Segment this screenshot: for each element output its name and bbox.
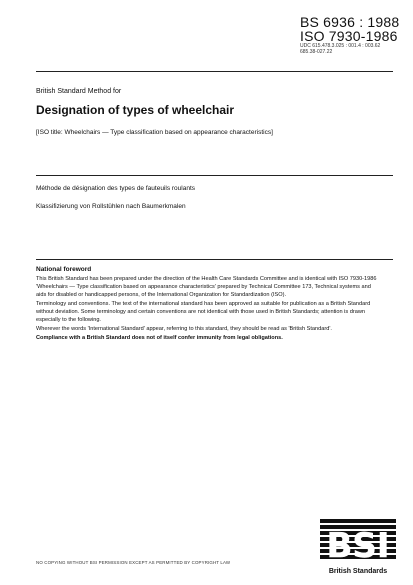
german-title: Klassifizierung von Rollstühlen nach Baumerkmalen — [36, 203, 186, 210]
udc-code-line1: UDC 615.478.3.025 : 001.4 : 003.62 — [300, 43, 381, 49]
document-title: Designation of types of wheelchair — [36, 103, 235, 117]
divider-mid — [36, 175, 393, 176]
foreword-heading: National foreword — [36, 266, 92, 273]
bsi-logo-label: British Standards — [328, 568, 388, 575]
national-foreword — [36, 266, 381, 343]
bsi-logo-icon — [318, 517, 398, 571]
foreword-paragraph: Wherever the words 'International Standard' appear, referring to this standard, they should be read as 'British Standard'. — [36, 326, 332, 332]
copyright-note: NO COPYING WITHOUT BSI PERMISSION EXCEPT AS PERMITTED BY COPYRIGHT LAW — [36, 560, 231, 565]
udc-code-line2: 685.38-027.22 — [300, 49, 333, 55]
divider-top — [36, 71, 393, 72]
compliance-statement: Compliance with a British Standard does not of itself confer immunity from legal obligations. — [36, 335, 283, 341]
document-series: British Standard Method for — [36, 88, 122, 95]
french-title: Méthode de désignation des types de fauteuils roulants — [36, 185, 195, 192]
iso-number: ISO 7930-1986 — [300, 28, 398, 44]
foreword-paragraph: This British Standard has been prepared under the direction of the Health Care Standards Committee and is identical with ISO 7930-1986 'Wheelchairs — Type classification based on appearance characteristics' prepared by Technical Committee 173, Technical systems and aids for disabled or handicapped persons, of the International Organization for Standardization (ISO). — [36, 276, 377, 298]
foreword-paragraph: Terminology and conventions. The text of the international standard has been approved as suitable for publication as a British Standard without deviation. Some terminology and certain conventions are not identical with those used in British Standards; attention is drawn especially to the following. — [36, 301, 371, 323]
divider-low — [36, 259, 393, 260]
iso-title: [ISO title: Wheelchairs — Type classification based on appearance characteristics] — [36, 129, 273, 136]
svg-text:BSI: BSI — [326, 526, 390, 566]
standard-number-block — [300, 15, 400, 55]
bs-number: BS 6936 : 1988 — [300, 14, 400, 30]
